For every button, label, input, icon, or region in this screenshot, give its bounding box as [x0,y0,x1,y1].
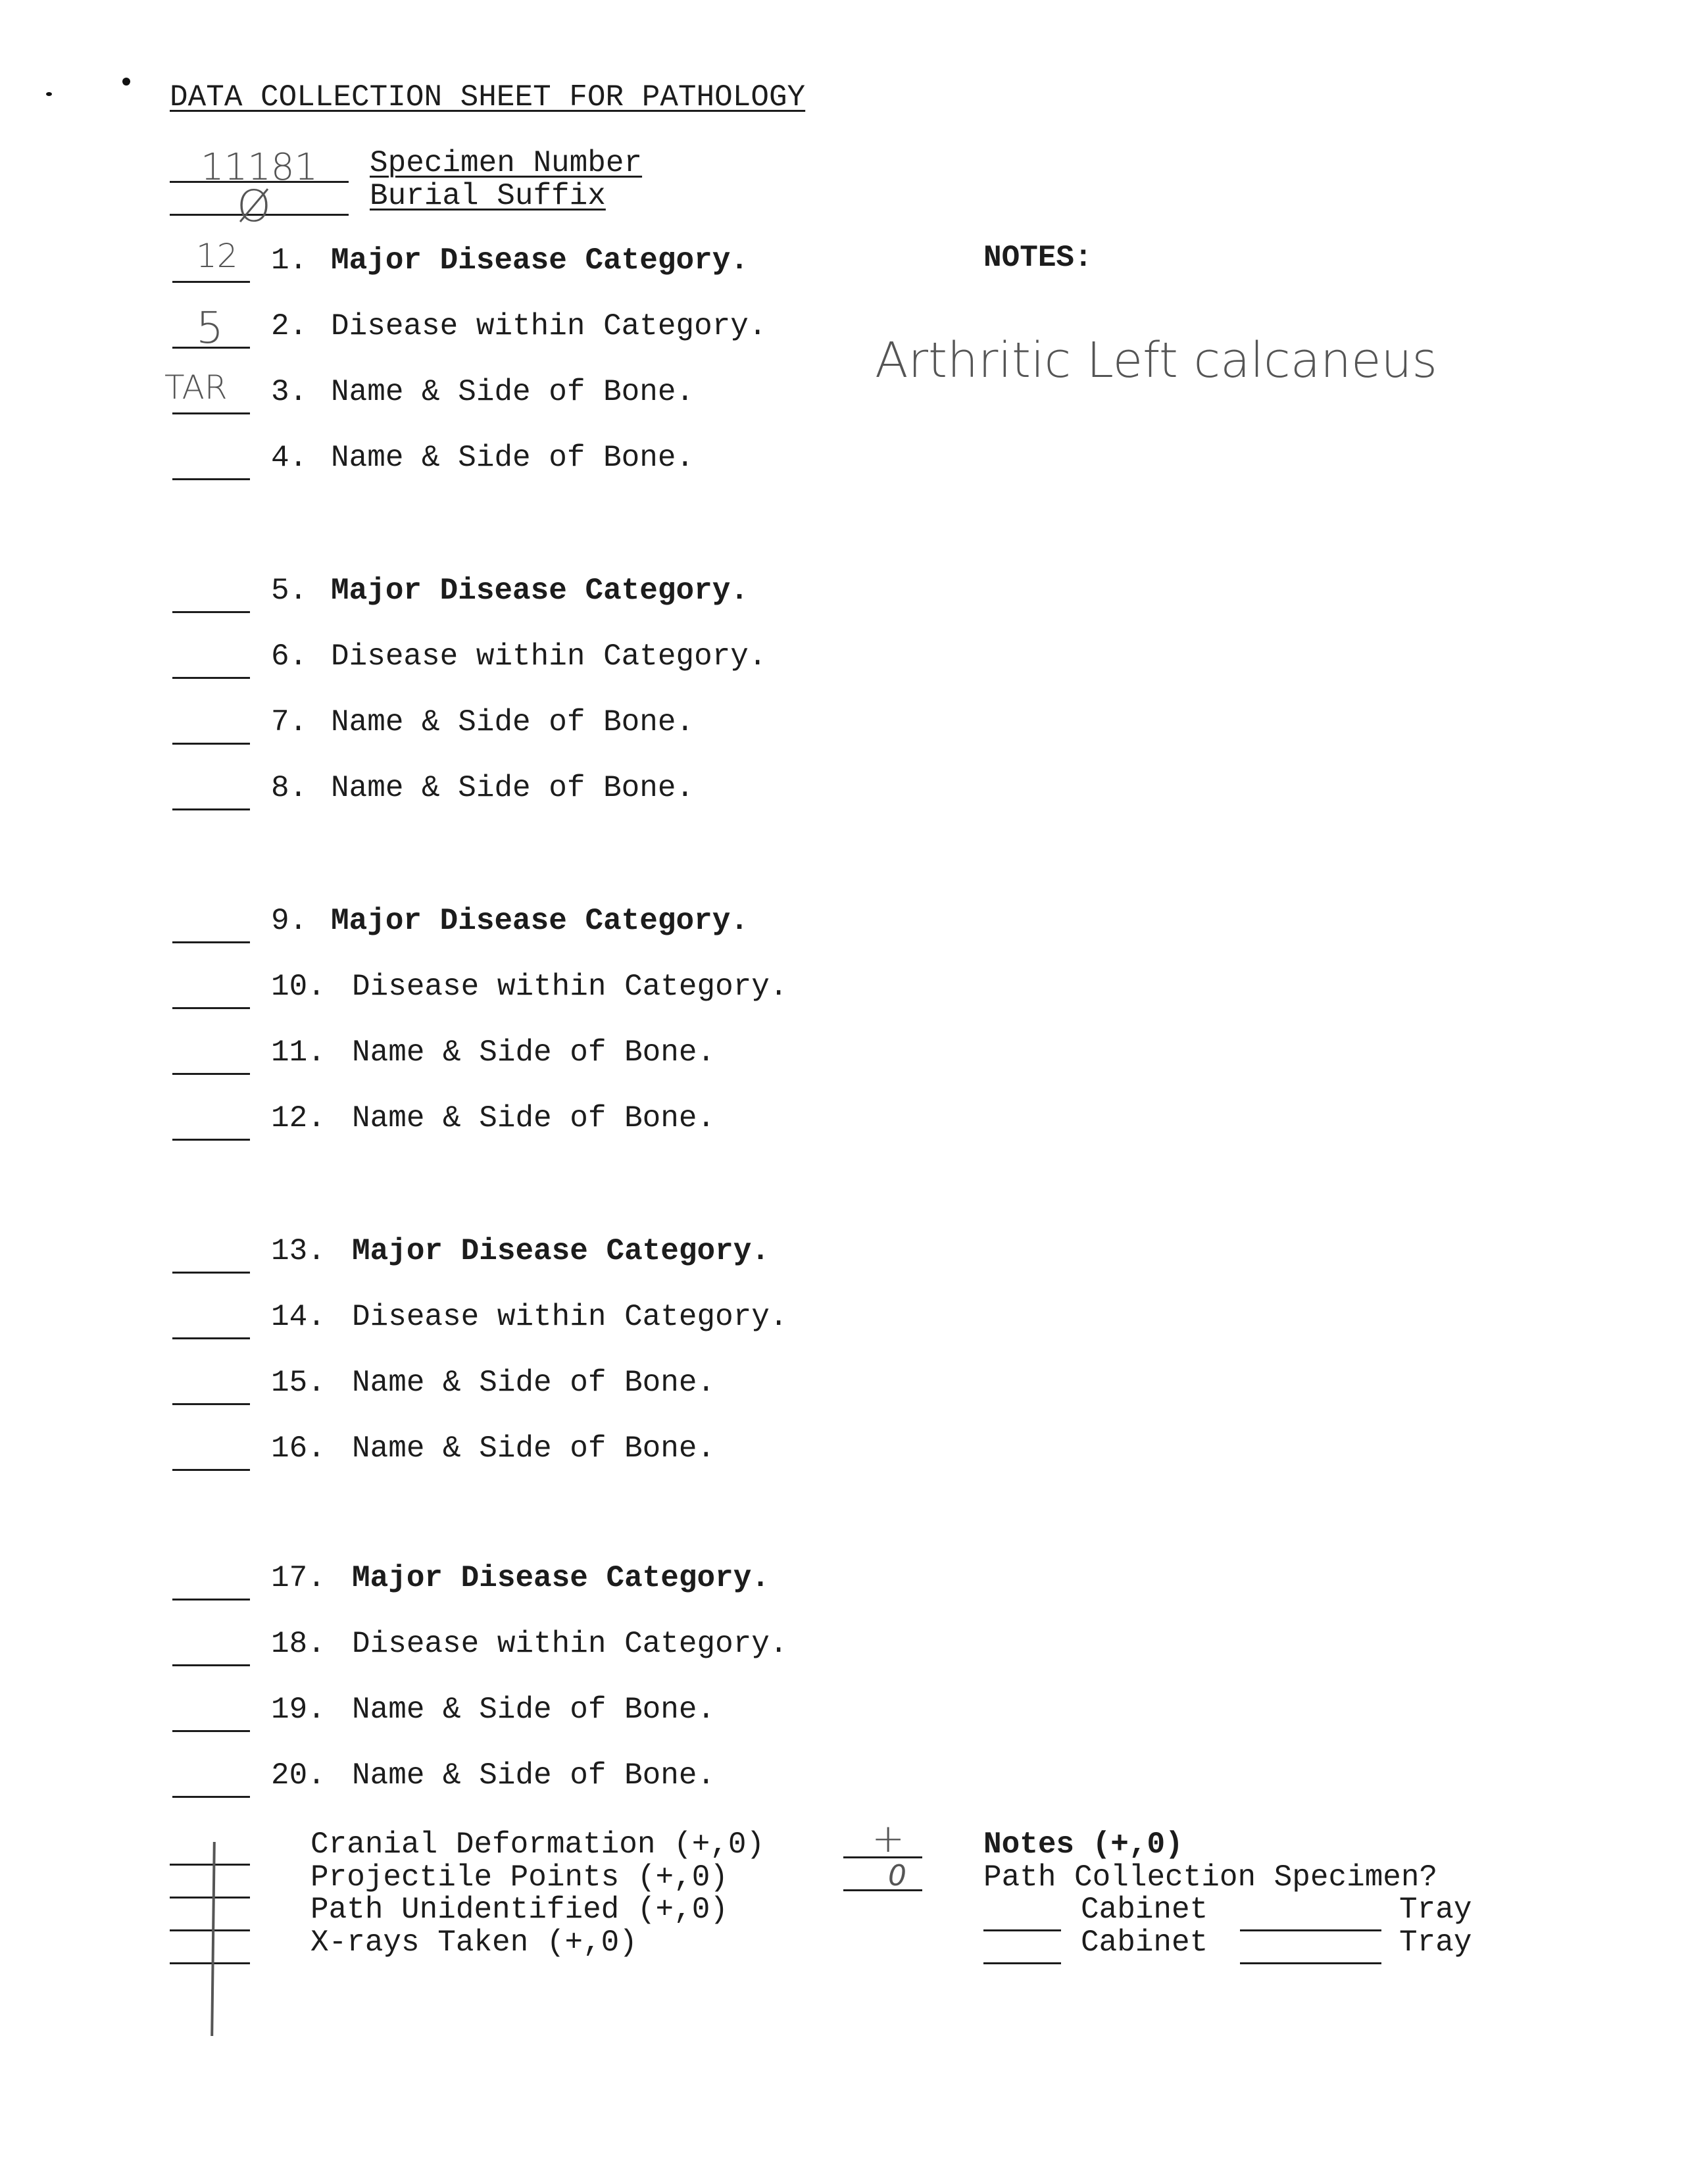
xrays-taken-label: X-rays Taken (+,0) [310,1925,637,1960]
item-label: Name & Side of Bone. [331,705,695,739]
item-blank-line [172,1337,250,1339]
item-number: 19. [271,1693,326,1727]
path-unidentified-label: Path Unidentified (+,0) [310,1893,728,1927]
item-number: 10. [271,970,326,1004]
item-label: Name & Side of Bone. [331,771,695,805]
item-label: Name & Side of Bone. [352,1693,716,1727]
item-number: 17. [271,1561,326,1595]
tray-label: Tray [1399,1925,1472,1960]
item-blank-line [172,743,250,745]
blank-line [170,1929,250,1931]
item-blank-line [172,412,250,414]
item-number: 6. [271,639,308,674]
item-number: 5. [271,574,308,608]
item-blank-line [172,611,250,613]
item-handwritten-value: TAR [164,368,228,407]
item-number: 12. [271,1101,326,1135]
item-label: Major Disease Category. [331,904,749,938]
item-number: 13. [271,1234,326,1268]
tray-line [1240,1929,1381,1931]
item-number: 16. [271,1431,326,1466]
tray-label: Tray [1399,1893,1472,1927]
item-number: 14. [271,1300,326,1334]
specimen-number-label: Specimen Number [370,146,643,180]
item-blank-line [172,1403,250,1405]
item-number: 2. [271,309,308,343]
item-blank-line [172,1007,250,1009]
blank-line [170,1962,250,1964]
path-value-line [843,1889,922,1891]
blank-line [170,1864,250,1866]
cabinet-label: Cabinet [1081,1893,1208,1927]
path-collection-label: Path Collection Specimen? [983,1860,1438,1895]
item-label: Name & Side of Bone. [352,1366,716,1400]
item-blank-line [172,1664,250,1666]
item-label: Disease within Category. [352,970,788,1004]
item-label: Disease within Category. [352,1300,788,1334]
item-label: Name & Side of Bone. [331,375,695,409]
burial-suffix-label: Burial Suffix [370,179,606,213]
item-blank-line [172,1796,250,1798]
item-label: Name & Side of Bone. [352,1035,716,1070]
item-number: 3. [271,375,308,409]
item-blank-line [172,1730,250,1732]
cranial-deformation-label: Cranial Deformation (+,0) [310,1827,765,1862]
item-blank-line [172,1073,250,1075]
item-handwritten-value: 12 [196,237,238,275]
cabinet-label: Cabinet [1081,1925,1208,1960]
item-label: Disease within Category. [331,639,767,674]
item-number: 11. [271,1035,326,1070]
stray-mark [122,78,130,86]
item-number: 20. [271,1758,326,1793]
item-number: 15. [271,1366,326,1400]
item-label: Disease within Category. [331,309,767,343]
item-label: Name & Side of Bone. [352,1101,716,1135]
item-number: 18. [271,1627,326,1661]
item-blank-line [172,281,250,283]
item-label: Major Disease Category. [331,574,749,608]
item-number: 7. [271,705,308,739]
cabinet-line [983,1962,1061,1964]
item-label: Disease within Category. [352,1627,788,1661]
burial-suffix-value: Ø [237,181,271,232]
item-label: Name & Side of Bone. [352,1758,716,1793]
item-label: Major Disease Category. [352,1234,770,1268]
item-blank-line [172,941,250,943]
blank-line [170,1897,250,1899]
item-label: Name & Side of Bone. [331,441,695,475]
notes-value: + [872,1816,905,1862]
item-blank-line [172,1139,250,1141]
item-blank-line [172,808,250,810]
item-label: Major Disease Category. [352,1561,770,1595]
item-handwritten-value: 5 [196,303,224,353]
projectile-points-label: Projectile Points (+,0) [310,1860,728,1895]
item-number: 9. [271,904,308,938]
notes-label: NOTES: [983,241,1093,275]
notes-plus-zero-label: Notes (+,0) [983,1827,1183,1862]
notes-handwritten: Arthritic Left calcaneus [875,332,1437,389]
item-blank-line [172,1469,250,1471]
item-blank-line [172,677,250,679]
item-blank-line [172,1272,250,1274]
tray-line [1240,1962,1381,1964]
item-blank-line [172,1599,250,1601]
item-number: 1. [271,243,308,278]
item-label: Name & Side of Bone. [352,1431,716,1466]
specimen-number-value: 11181 [201,146,318,189]
stray-mark [46,92,52,96]
item-number: 8. [271,771,308,805]
item-label: Major Disease Category. [331,243,749,278]
path-value: 0 [888,1859,906,1893]
cabinet-line [983,1929,1061,1931]
item-blank-line [172,478,250,480]
page-title: DATA COLLECTION SHEET FOR PATHOLOGY [170,80,806,114]
vertical-pen-stroke [210,1842,216,2036]
item-number: 4. [271,441,308,475]
